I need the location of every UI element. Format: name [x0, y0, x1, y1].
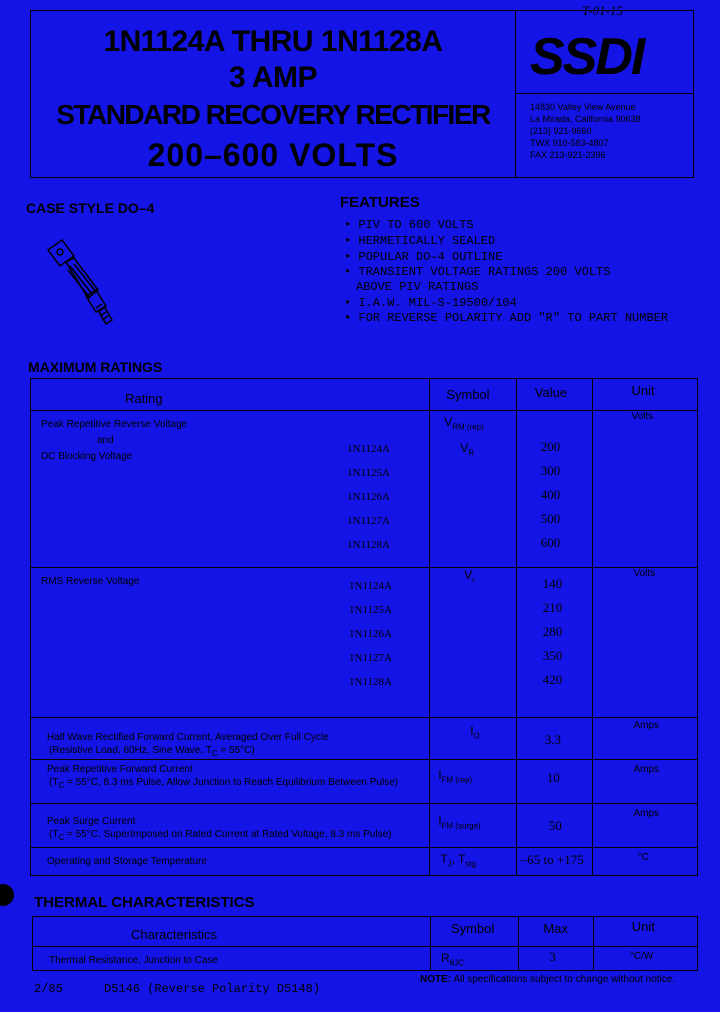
title-part-range: 1N1124A THRU 1N1128A — [103, 25, 443, 58]
col-characteristics: Characteristics — [131, 927, 217, 942]
max-ratings-table — [30, 378, 698, 876]
max-ratings-heading: MAXIMUM RATINGS — [28, 359, 163, 375]
logo-box — [516, 10, 694, 94]
value: 400 — [540, 487, 561, 502]
col-rating: Rating — [125, 391, 163, 406]
device-number: 1N1127A — [349, 652, 392, 664]
unit: Volts — [633, 568, 656, 579]
footer-note — [420, 974, 675, 985]
table-row — [31, 411, 698, 568]
col-symbol: Symbol — [446, 387, 490, 402]
device-number: 1N1126A — [349, 628, 392, 640]
rating-condition: (Resistive Load, 60Hz, Sine Wave, $T_C = 55^\circ C$) — [49, 745, 255, 758]
table-row — [31, 718, 698, 760]
title-block — [30, 10, 516, 178]
unit: °C/W — [629, 951, 654, 962]
unit: Amps — [633, 720, 660, 731]
rating-label: DC Blocking Voltage — [41, 451, 133, 462]
value: 600 — [540, 535, 561, 550]
title-description: STANDARD RECOVERY RECTIFIER — [56, 99, 490, 130]
thermal-table — [32, 916, 698, 971]
table-row — [31, 760, 698, 804]
rating-label: Peak Surge Current — [47, 816, 136, 827]
characteristic-label: Thermal Resistance, Junction to Case — [49, 955, 218, 966]
device-number: 1N1128A — [349, 676, 392, 688]
unit: Volts — [631, 411, 654, 422]
value: 420 — [542, 672, 563, 687]
symbol: $V_{RM (rep)}$ — [444, 415, 484, 432]
address-fax: FAX 213-921-2396 — [530, 150, 606, 160]
value: 3.3 — [544, 732, 562, 747]
device-number: 1N1125A — [347, 467, 390, 479]
feature-item: • POPULAR DO–4 OUTLINE — [344, 250, 503, 264]
feature-item: ABOVE PIV RATINGS — [356, 280, 479, 294]
address-box — [516, 94, 694, 178]
feature-item: • FOR REVERSE POLARITY ADD "R" TO PART NUMBER — [344, 311, 669, 325]
feature-item: • HERMETICALLY SEALED — [344, 234, 496, 248]
table-row — [31, 568, 698, 718]
device-number: 1N1125A — [349, 604, 392, 616]
value: 280 — [542, 624, 563, 639]
device-number: 1N1124A — [349, 580, 392, 592]
value: 10 — [546, 770, 560, 785]
value: 200 — [540, 439, 561, 454]
address-twx: TWX 910-583-4807 — [530, 138, 609, 148]
col-symbol: Symbol — [450, 921, 495, 936]
value: 50 — [548, 818, 562, 833]
symbol: $R_{\theta JC}$ — [440, 951, 464, 968]
unit: Amps — [633, 764, 660, 775]
address-phone: (213) 921-9660 — [530, 126, 592, 136]
symbol: $V_r$ — [464, 568, 475, 585]
thermal-heading: THERMAL CHARACTERISTICS — [34, 894, 255, 911]
rating-label: and — [97, 435, 114, 446]
value: 140 — [542, 576, 563, 591]
unit: °C — [637, 852, 649, 863]
features-heading: FEATURES — [340, 194, 420, 211]
rating-label: Peak Repetitive Forward Current — [47, 764, 193, 775]
note-label: NOTE: — [420, 974, 452, 985]
value: 300 — [540, 463, 561, 478]
symbol: $I_O$ — [470, 724, 480, 741]
device-number: 1N1124A — [347, 443, 390, 455]
col-unit: Unit — [631, 383, 655, 398]
value: 3 — [549, 949, 556, 964]
footer-doc-number: D5146 (Reverse Polarity D5148) — [104, 982, 321, 996]
symbol: $T_J$, $T_{stg}$ — [440, 852, 476, 869]
rating-condition: ($T_C = 55^\circ C$, SuperImposed on Rated Current at Rated Voltage, 8.3 ms Pulse) — [49, 829, 392, 842]
device-number: 1N1128A — [347, 539, 390, 551]
rating-condition: ($T_C = 55^\circ C$, 8.3 ms Pulse, Allow Junction to Reach Equilibrium Between Pulse) — [49, 777, 399, 790]
table-row — [31, 848, 698, 876]
col-value: Value — [534, 385, 568, 400]
feature-item: • I.A.W. MIL-S-19500/104 — [344, 296, 517, 310]
feature-item: • PIV TO 600 VOLTS — [344, 218, 474, 232]
rating-label: Operating and Storage Temperature — [47, 856, 207, 867]
note-text: All specifications subject to change without notice. — [453, 974, 676, 985]
rating-label: Peak Repetitive Reverse Voltage — [41, 419, 188, 430]
device-number: 1N1127A — [347, 515, 390, 527]
address-city: La Mirada, California 90638 — [530, 114, 641, 124]
symbol: $I_{FM (surge)}$ — [438, 814, 481, 831]
do4-package-drawing — [40, 236, 120, 336]
date-stamp: T-01-15 — [582, 3, 623, 18]
col-max: Max — [543, 921, 568, 936]
symbol: $V_R$ — [460, 441, 474, 458]
table-row — [31, 804, 698, 848]
title-current: 3 AMP — [228, 61, 318, 94]
case-style-heading: CASE STYLE DO–4 — [26, 200, 155, 216]
punch-hole — [0, 884, 14, 906]
company-logo: SSDI — [530, 28, 644, 86]
rating-label: RMS Reverse Voltage — [41, 576, 140, 587]
value: –65 to +175 — [520, 852, 584, 867]
unit: Amps — [633, 808, 660, 819]
value: 350 — [542, 648, 563, 663]
footer-date: 2/85 — [34, 982, 63, 996]
value: 210 — [542, 600, 563, 615]
table-row — [33, 947, 698, 971]
device-number: 1N1126A — [347, 491, 390, 503]
address-street: 14830 Valley View Avenue — [530, 102, 636, 112]
value: 500 — [540, 511, 561, 526]
title-voltage: 200–600 VOLTS — [147, 137, 399, 173]
feature-item: • TRANSIENT VOLTAGE RATINGS 200 VOLTS — [344, 265, 611, 279]
col-unit: Unit — [631, 919, 655, 934]
rating-label: Half Wave Rectified Forward Current, Averaged Over Full Cycle — [47, 732, 329, 743]
symbol: $I_{FM (rep)}$ — [438, 768, 473, 785]
